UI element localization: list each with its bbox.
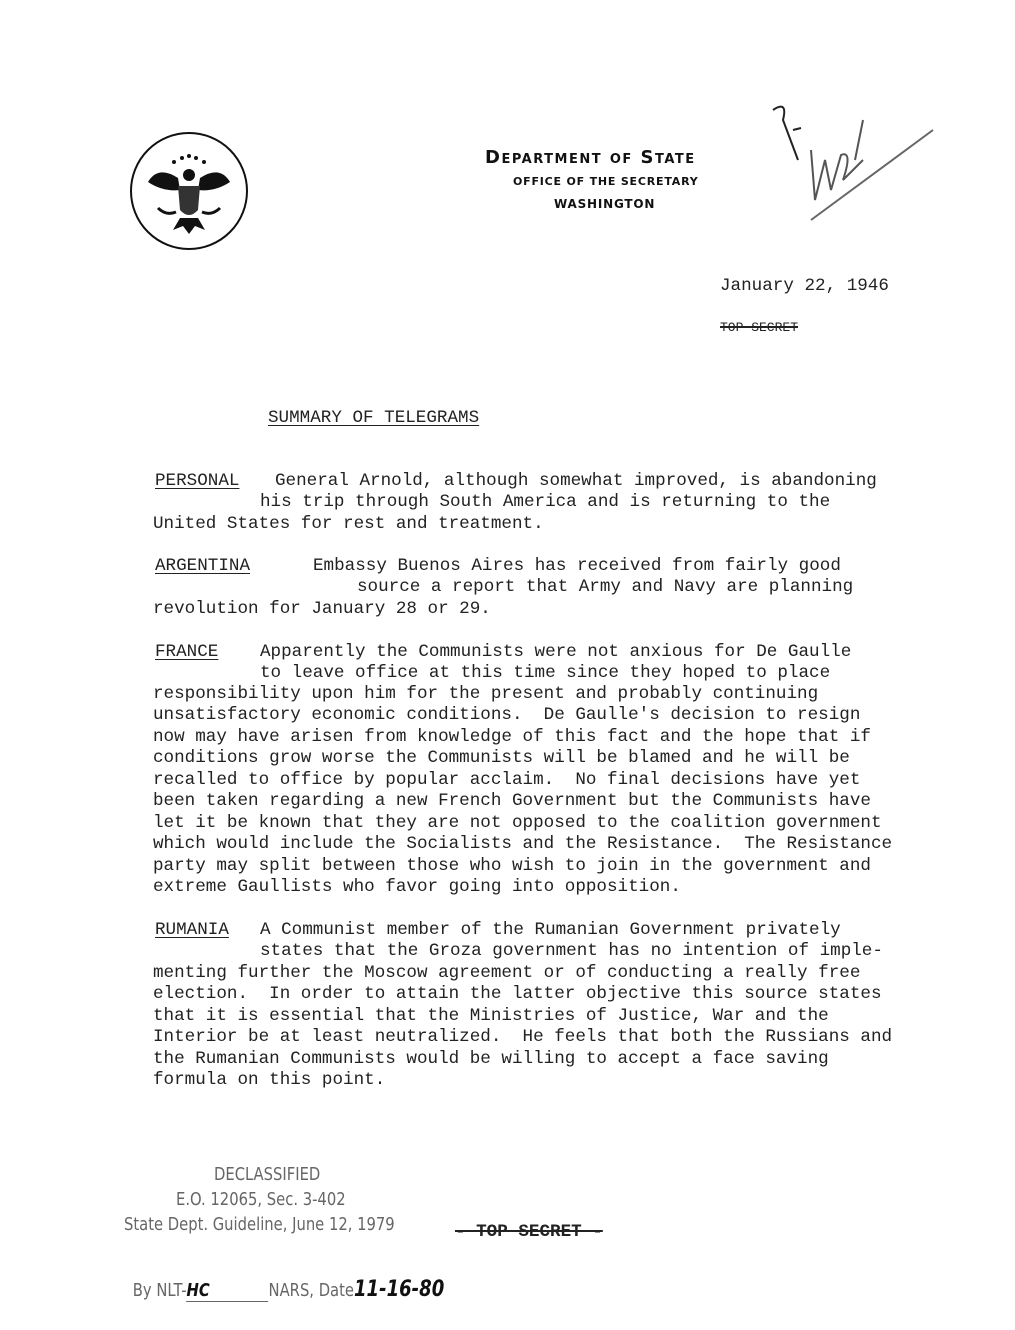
department-name: Department of State (485, 147, 696, 168)
text-line: to leave office at this time since they hoped to place (260, 663, 831, 683)
document-date: January 22, 1946 (720, 276, 889, 296)
department-seal (120, 112, 242, 234)
text-line: extreme Gaullists who favor going into opposition. (153, 877, 681, 897)
by-initials: HC (187, 1280, 269, 1302)
text-line: responsibility upon him for the present and probably continuing (153, 684, 819, 704)
text-line: let it be known that they are not opposed to the coalition government (153, 813, 882, 833)
declassified-guideline: State Dept. Guideline, June 12, 1979 (124, 1214, 395, 1235)
by-prefix: By NLT- (132, 1280, 187, 1301)
document-title: SUMMARY OF TELEGRAMS (268, 408, 480, 428)
text-line: Interior be at least neutralized. He feels that both the Russians and (153, 1027, 893, 1047)
text-line: that it is essential that the Ministries of Justice, War and the (153, 1006, 829, 1026)
text-line: been taken regarding a new French Government but the Communists have (153, 791, 871, 811)
text-line: election. In order to attain the latter objective this source states (153, 984, 882, 1004)
text-line: states that the Groza government has no intention of imple- (260, 941, 883, 961)
section-label: ARGENTINA (155, 556, 251, 576)
text-line: his trip through South America and is returning to the (260, 492, 831, 512)
text-line: United States for rest and treatment. (153, 514, 544, 534)
declassified-authority: E.O. 12065, Sec. 3-402 (176, 1189, 346, 1210)
handwritten-date: 11-16-80 (353, 1277, 445, 1302)
handwritten-initials-icon (753, 100, 943, 230)
text-line: General Arnold, although somewhat improved, is abandoning (275, 471, 877, 491)
classification-bottom-struck: - TOP SECRET - (455, 1222, 603, 1242)
classification-struck: TOP SECRET (720, 320, 799, 335)
eagle-seal-icon (128, 130, 250, 252)
text-line: unsatisfactory economic conditions. De Gaulle's decision to resign (153, 705, 861, 725)
section-label: PERSONAL (155, 471, 240, 491)
text-line: recalled to office by popular acclaim. No final decisions have yet (153, 770, 861, 790)
text-line: menting further the Moscow agreement or of conducting a really free (153, 963, 861, 983)
text-line: the Rumanian Communists would be willing to accept a face saving (153, 1049, 829, 1069)
text-line: source a report that Army and Navy are planning (357, 577, 854, 597)
office-name: OFFICE OF THE SECRETARY (513, 175, 699, 188)
text-line: which would include the Socialists and the Resistance. The Resistance (153, 834, 893, 854)
section-label: RUMANIA (155, 920, 229, 940)
nars-date-label: NARS, Date (268, 1280, 354, 1301)
section-label: FRANCE (155, 642, 219, 662)
text-line: now may have arisen from knowledge of this fact and the hope that if (153, 727, 871, 747)
text-line: revolution for January 28 or 29. (153, 599, 491, 619)
declassified-heading: DECLASSIFIED (214, 1164, 321, 1185)
declassified-by (114, 1256, 444, 1323)
text-line: party may split between those who wish to join in the government and (153, 856, 871, 876)
text-line: Embassy Buenos Aires has received from fairly good (313, 556, 841, 576)
handwritten-note (745, 82, 935, 212)
text-line: A Communist member of the Rumanian Government privately (260, 920, 841, 940)
text-line: conditions grow worse the Communists will be blamed and he will be (153, 748, 850, 768)
text-line: Apparently the Communists were not anxious for De Gaulle (260, 642, 852, 662)
text-line: formula on this point. (153, 1070, 386, 1090)
city-name: WASHINGTON (554, 197, 656, 211)
